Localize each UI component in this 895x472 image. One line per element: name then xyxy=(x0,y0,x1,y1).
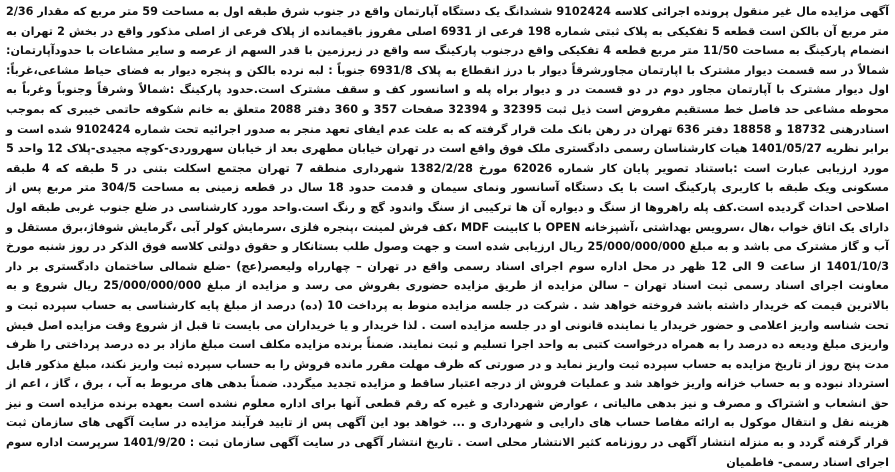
auction-notice-body: آگهی مزایده مال غیر منقول پرونده اجرائی کلاسه 9102424 ششدانگ یک دستگاه آپارتمان واقع در جنوب شرق طبقه اول به مساحت 59 متر مربع که مقدار 2/36 متر مربع آن بالکن است قطعه 5 تفکیکی به پلاک ثبتی شماره 198 فرعی از 6931 اصلی مفروز باقیمانده از پلاک فرعی از اصلی مذکور واقع در بخش 2 تهران به انضمام پارکینگ به مساحت 11/50 متر مربع قطعه 4 تفکیکی واقع درجنوب پارکینگ سه واقع در زیرزمین با قدر السهم از عرصه و سایر مشاعات با حدودآپارتمان: شمالاً در سه قسمت دیوار مشترک با اپارتمان مجاورشرقاً دیوار با درز انقطاع به پلاک 6931/8 جنوباً : لبه نرده بالکن و پنجره دیوار به فضای حیاط مشاعی،غرباً: اول دیوار مشترک با آپارتمان مجاور دوم در دو قسمت در و دیوار براه پله و اسانسور کف و سقف مشترک است.حدود پارکینگ :شمالاً وشرقاً وجنوباً وغرباً به محوطه مشاعی حد فاصل خط مستقیم مفروض است ذیل ثبت 32395 و 32394 صفحات 357 و 360 دفتر 2088 متعلق به خانم شکوفه حاتمی خیبری که بموجب اسنادرهنی 18732 و 18858 دفتر 636 تهران در رهن بانک ملت قرار گرفته که به علت عدم ایفای تعهد منجر به صدور اجرائیه تحت شماره 9102424 شده است و برابر نظریه 1401/05/27 هیات کارشناسان رسمی دادگستری ملک فوق واقع است در تهران خیابان مطهری بعد از خیابان سهروردی-کوچه مجیدی-پلاک 12 واحد 5 مورد ارزیابی عبارت است :باستناد تصویر پایان کار شماره 62026 مورخ 1382/2/28 شهرداری منطقه 7 تهران مجتمع اسکلت بتنی در 5 طبقه که 4 طبقه مسکونی ویک طبقه با کاربری پارکینگ است با یک دستگاه آسانسور ونمای سیمان و قدمت حدود 18 سال در قطعه زمینی به مساحت 304/5 متر مربع پس از اصلاحی احداث گردیده است.کف پله راهروها از سنگ و دیواره آن ها ترکیبی از سنگ واندود گچ و رنگ است.واحد مورد کارشناسی در ضلع جنوب غربی طبقه اول دارای یک اتاق خواب ،هال ،سرویس بهداشتی ،آشپزخانه OPEN با کابینت MDF ،کف فرش لمینت ،پنجره فلزی ،سرمایش کولر آبی ،گرمایش شوفاژ،برق مستقل و آب و گاز مشترک می باشد و به مبلغ 25/000/000/000 ریال ارزیابی شده است و جهت وصول طلب بستانکار و حقوق دولتی کلاسه فوق الذکر در روز شنبه مورخ 1401/10/3 از ساعت 9 الی 12 ظهر در محل اداره سوم اجرای اسناد رسمی واقع در تهران – چهارراه ولیعصر(عج) -ضلع شمالی ساختمان دادگستری بر دار معاونت اجرای اسناد رسمی ثبت اسناد تهران – سالن مزایده از طریق مزایده حضوری بفروش می رسد و مزایده از مبلغ 25/000/000/000 ریال شروع و به بالاترین قیمت که خریدار داشته باشد فروخته خواهد شد . شرکت در جلسه مزایده منوط به پرداخت 10 (ده) درصد از مبلغ پایه کارشناسی به حساب سپرده ثبت و تحت شناسه واریز اعلامی و حضور خریدار یا نماینده قانونی او در جلسه مزایده است . لذا خریدار و یا خریداران می بایست تا قبل از شروع وقت مزایده اصل فیش واریزی مبلغ ودیعه ده درصد را به همراه درخواست کتبی به واحد اجرا تسلیم و ثبت نمایند. ضمناً برنده مزایده مکلف است مبلغ مازاد بر ده درصد پرداختی را ظرف مدت پنج روز از تاریخ مزایده به حساب سپرده ثبت واریز نماید و در صورتی که ظرف مهلت مقرر مانده فروش را به حساب سپرده ثبت واریز نکند، مبلغ مذکور قابل استرداد نبوده و به حساب خزانه واریز خواهد شد و عملیات فروش از درجه اعتبار ساقط و مزایده تجدید میگردد. ضمناً بدهی های مربوط به آب ، برق ، گاز ، اعم از حق انشعاب و اشتراک و مصرف و نیز بدهی مالیاتی ، عوارض شهرداری و غیره که رقم قطعی آنها برای اداره معلوم نشده است بعهده برنده مزایده است و نیز هزینه نقل و انتقال موکول به ارائه مفاصا حساب های دارایی و شهرداری و ... خواهد بود این آگهی پس از تایید فرآیند مزایده در سایت آگهی های سازمان ثبت قرار گرفته گردد و به منزله انتشار آگهی در روزنامه کثیر الانتشار محلی است . تاریخ انتشار آگهی در سایت آگهی سازمان ثبت : 1401/9/20 سرپرست اداره سوم اجرای اسناد رسمی- فاطمیان xyxy=(6,5,890,469)
